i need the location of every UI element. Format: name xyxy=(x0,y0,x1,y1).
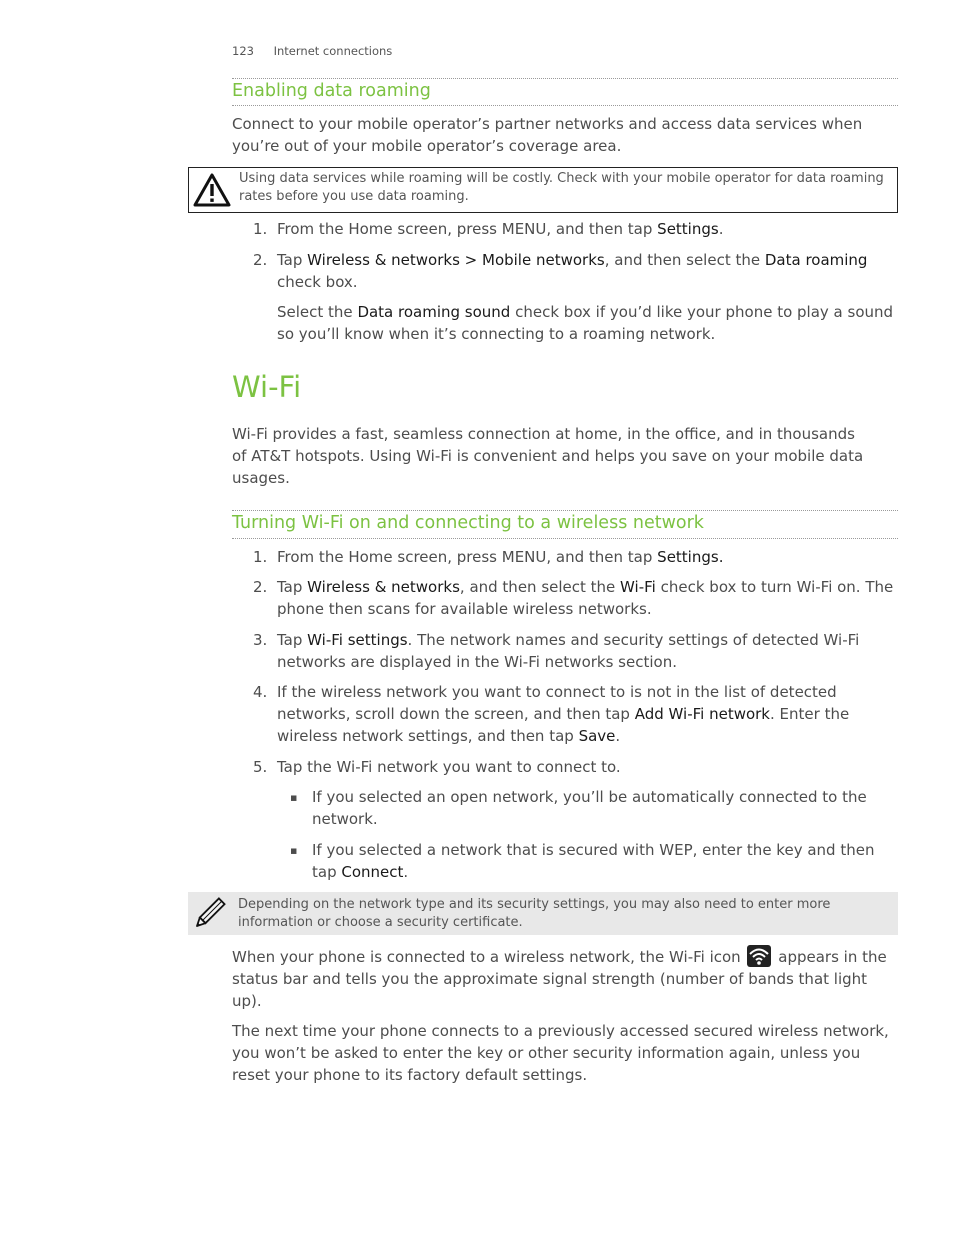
wifi-status-icon xyxy=(747,945,771,967)
wifi-intro: Wi-Fi provides a fast, seamless connection at home, in the office, and in thousands of AT&T hotspots. Using Wi-Fi is convenient and helps you save on your mobile data usages. xyxy=(232,425,864,487)
step-text: Tap xyxy=(277,578,308,596)
ui-label: Wireless & networks > Mobile networks xyxy=(307,251,605,269)
step-number: 4. xyxy=(253,683,268,701)
warning-icon xyxy=(193,172,231,208)
ui-label: Save xyxy=(578,727,616,745)
roaming-heading: Enabling data roaming xyxy=(232,81,431,101)
bullet-item xyxy=(290,786,898,830)
divider xyxy=(232,510,898,511)
pencil-icon xyxy=(192,897,226,931)
status-paragraph xyxy=(232,945,898,1012)
roaming-intro: Connect to your mobile operator’s partner networks and access data services when you’re out of your mobile operator’s coverage area. xyxy=(232,115,863,155)
step-text: From the Home screen, press MENU, and then tap xyxy=(277,220,658,238)
list-item xyxy=(253,629,898,673)
paragraph-text: appears in the status bar and tells you the approximate signal strength (number of bands that light up). xyxy=(232,948,887,1010)
step-number: 3. xyxy=(253,631,268,649)
page-header xyxy=(232,44,392,58)
step-text: Tap xyxy=(277,631,308,649)
bullet-text: If you selected an open network, you’ll be automatically connected to the network. xyxy=(312,788,867,828)
ui-label: Wireless & networks xyxy=(307,578,460,596)
list-item xyxy=(253,756,898,778)
ui-label: Wi-Fi xyxy=(620,578,656,596)
step-number: 1. xyxy=(253,220,268,238)
divider xyxy=(232,105,898,106)
step-text: . xyxy=(615,727,621,745)
step-number: 5. xyxy=(253,758,268,776)
step-text: Select the xyxy=(277,303,358,321)
page-number: 123 xyxy=(232,44,254,58)
final-paragraph: The next time your phone connects to a previously accessed secured wireless network, you won’t be asked to enter the key or other security information again, unless you reset your phone to its factory default settings. xyxy=(232,1022,889,1084)
ui-label: Settings xyxy=(657,220,719,238)
wifi-subheading: Turning Wi-Fi on and connecting to a wireless network xyxy=(232,513,704,533)
step-text: . Enter the wireless network settings, and then tap xyxy=(277,705,850,745)
warning-box xyxy=(188,167,898,213)
step-number: 2. xyxy=(253,578,268,596)
bullet-item xyxy=(290,839,898,883)
list-item xyxy=(253,218,898,240)
step-text: check box if you’d like your phone to play a sound so you’ll know when it’s connecting to a roaming network. xyxy=(277,303,894,343)
ui-label: Connect xyxy=(341,863,404,881)
step-number: 1. xyxy=(253,548,268,566)
step-text: . xyxy=(718,220,724,238)
ui-label: Wi-Fi settings xyxy=(307,631,408,649)
step-text: Tap the Wi-Fi network you want to connect to. xyxy=(277,758,621,776)
divider xyxy=(232,538,898,539)
bullet-mark: ▪ xyxy=(290,844,298,857)
list-item xyxy=(253,681,898,747)
note-box xyxy=(188,892,898,935)
note-text: Depending on the network type and its security settings, you may also need to enter more information or choose a security certificate. xyxy=(238,897,831,930)
ui-label: Settings. xyxy=(657,548,724,566)
step-text: . The network names and security settings of detected Wi-Fi networks are displayed in the Wi-Fi networks section. xyxy=(277,631,860,671)
list-item xyxy=(253,249,898,293)
step-text: , and then select the xyxy=(459,578,621,596)
ui-label: Add Wi-Fi network xyxy=(634,705,770,723)
bullet-text: . xyxy=(403,863,409,881)
list-item xyxy=(253,576,898,620)
section-title: Internet connections xyxy=(273,44,393,58)
paragraph-text: When your phone is connected to a wireless network, the Wi-Fi icon xyxy=(232,948,741,966)
ui-label: Data roaming sound xyxy=(357,303,511,321)
wifi-title: Wi-Fi xyxy=(232,370,302,404)
step-note xyxy=(253,301,898,345)
step-text: check box to turn Wi-Fi on. The phone then scans for available wireless networks. xyxy=(277,578,894,618)
step-text: check box. xyxy=(277,273,358,291)
step-number: 2. xyxy=(253,251,268,269)
step-text: From the Home screen, press MENU, and then tap xyxy=(277,548,658,566)
step-text: If the wireless network you want to connect to is not in the list of detected networks, scroll down the screen, and then tap xyxy=(277,683,837,723)
ui-label: Data roaming xyxy=(764,251,868,269)
bullet-text: If you selected a network that is secured with WEP, enter the key and then tap xyxy=(312,841,875,881)
bullet-mark: ▪ xyxy=(290,791,298,804)
step-text: Tap xyxy=(277,251,308,269)
divider xyxy=(232,78,898,79)
list-item xyxy=(253,546,898,568)
warning-text: Using data services while roaming will be costly. Check with your mobile operator for data roaming rates before you use data roaming. xyxy=(239,171,884,204)
step-text: , and then select the xyxy=(604,251,765,269)
